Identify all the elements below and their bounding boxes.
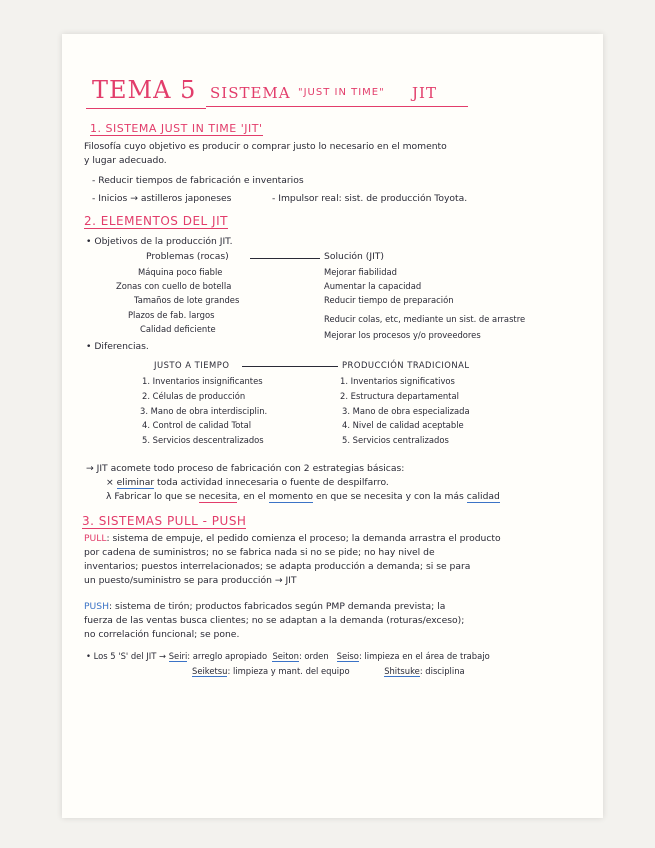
traditional-diff-row: 3. Mano de obra especializada bbox=[342, 406, 470, 416]
title-sistema: SISTEMA bbox=[210, 84, 291, 102]
jit-strategies-intro: → JIT acomete todo proceso de fabricación con 2 estrategias básicas: bbox=[86, 463, 405, 474]
solution-row: Aumentar la capacidad bbox=[324, 281, 422, 291]
title-underline-right bbox=[206, 106, 468, 107]
s1-definition-line2: y lugar adecuado. bbox=[84, 155, 167, 166]
s1-definition-line1: Filosofía cuyo objetivo es producir o comprar justo lo necesario en el momento bbox=[84, 141, 447, 152]
jit-header: JUSTO A TIEMPO bbox=[154, 360, 230, 370]
pull-line-1: PULL: sistema de empuje, el pedido comienza el proceso; la demanda arrastra el producto bbox=[84, 533, 501, 544]
problem-row: Máquina poco fiable bbox=[138, 267, 223, 277]
problems-solution-arrow bbox=[250, 258, 320, 259]
five-s-line-2: Seiketsu: limpieza y mant. del equipo Shitsuke: disciplina bbox=[192, 666, 465, 676]
traditional-header: PRODUCCIÓN TRADICIONAL bbox=[342, 360, 470, 370]
pull-line-4: un puesto/suministro se para producción → JIT bbox=[84, 575, 297, 586]
notebook-page bbox=[62, 34, 603, 818]
pull-line-2: por cadena de suministros; no se fabrica nada si no se pide; no hay nivel de bbox=[84, 547, 435, 558]
solution-row: Mejorar los procesos y/o proveedores bbox=[324, 330, 481, 340]
push-line-1: PUSH: sistema de tirón; productos fabricados según PMP demanda prevista; la bbox=[84, 601, 446, 612]
traditional-diff-row: 1. Inventarios significativos bbox=[340, 376, 455, 386]
strategy-eliminate: × eliminar toda actividad innecesaria o fuente de despilfarro. bbox=[106, 477, 389, 488]
traditional-diff-row: 4. Nivel de calidad aceptable bbox=[342, 420, 464, 430]
problem-row: Calidad deficiente bbox=[140, 324, 216, 334]
push-line-3: no correlación funcional; se pone. bbox=[84, 629, 240, 640]
pull-line-3: inventarios; puestos interrelacionados; se adapta producción a demanda; si se para bbox=[84, 561, 471, 572]
s2-objectives: • Objetivos de la producción JIT. bbox=[86, 236, 233, 247]
problem-row: Tamaños de lote grandes bbox=[134, 295, 240, 305]
title-underline-left bbox=[86, 108, 206, 109]
problems-header: Problemas (rocas) bbox=[146, 251, 229, 262]
section-2-heading: 2. ELEMENTOS DEL JIT bbox=[84, 214, 228, 228]
s2-differences: • Diferencias. bbox=[86, 341, 149, 352]
solution-row: Reducir tiempo de preparación bbox=[324, 295, 454, 305]
problem-row: Plazos de fab. largos bbox=[128, 310, 215, 320]
jit-diff-row: 2. Células de producción bbox=[142, 391, 246, 401]
solution-row: Mejorar fiabilidad bbox=[324, 267, 397, 277]
traditional-diff-row: 5. Servicios centralizados bbox=[342, 435, 449, 445]
push-line-2: fuerza de las ventas busca clientes; no se adaptan a la demanda (roturas/exceso); bbox=[84, 615, 465, 626]
jit-diff-row: 3. Mano de obra interdisciplin. bbox=[140, 406, 268, 416]
s1-bullet-toyota: - Impulsor real: sist. de producción Toyota. bbox=[272, 193, 468, 204]
section-1-heading: 1. SISTEMA JUST IN TIME 'JIT' bbox=[90, 122, 263, 135]
jit-diff-row: 5. Servicios descentralizados bbox=[142, 435, 264, 445]
problem-row: Zonas con cuello de botella bbox=[116, 281, 232, 291]
solution-header: Solución (JIT) bbox=[324, 251, 384, 262]
jit-diff-row: 4. Control de calidad Total bbox=[142, 420, 252, 430]
s1-bullet-reduce: - Reducir tiempos de fabricación e inventarios bbox=[92, 175, 304, 186]
solution-row: Reducir colas, etc, mediante un sist. de arrastre bbox=[324, 314, 526, 324]
section-3-heading: 3. SISTEMAS PULL - PUSH bbox=[82, 514, 247, 528]
title-jit: JIT bbox=[412, 84, 437, 102]
traditional-diff-row: 2. Estructura departamental bbox=[340, 391, 459, 401]
five-s-line-1: • Los 5 'S' del JIT → Seiri: arreglo apropiado Seiton: orden Seiso: limpieza en el área de trabajo bbox=[86, 651, 490, 661]
title-just-in-time: "JUST IN TIME" bbox=[298, 87, 385, 98]
jit-diff-row: 1. Inventarios insignificantes bbox=[142, 376, 263, 386]
strategy-produce: λ Fabricar lo que se necesita, en el momento en que se necesita y con la más calidad bbox=[106, 491, 500, 502]
title-tema: TEMA 5 bbox=[92, 76, 197, 104]
jit-vs-traditional-line bbox=[242, 366, 338, 367]
s1-bullet-origins: - Inicios → astilleros japoneses bbox=[92, 193, 232, 204]
